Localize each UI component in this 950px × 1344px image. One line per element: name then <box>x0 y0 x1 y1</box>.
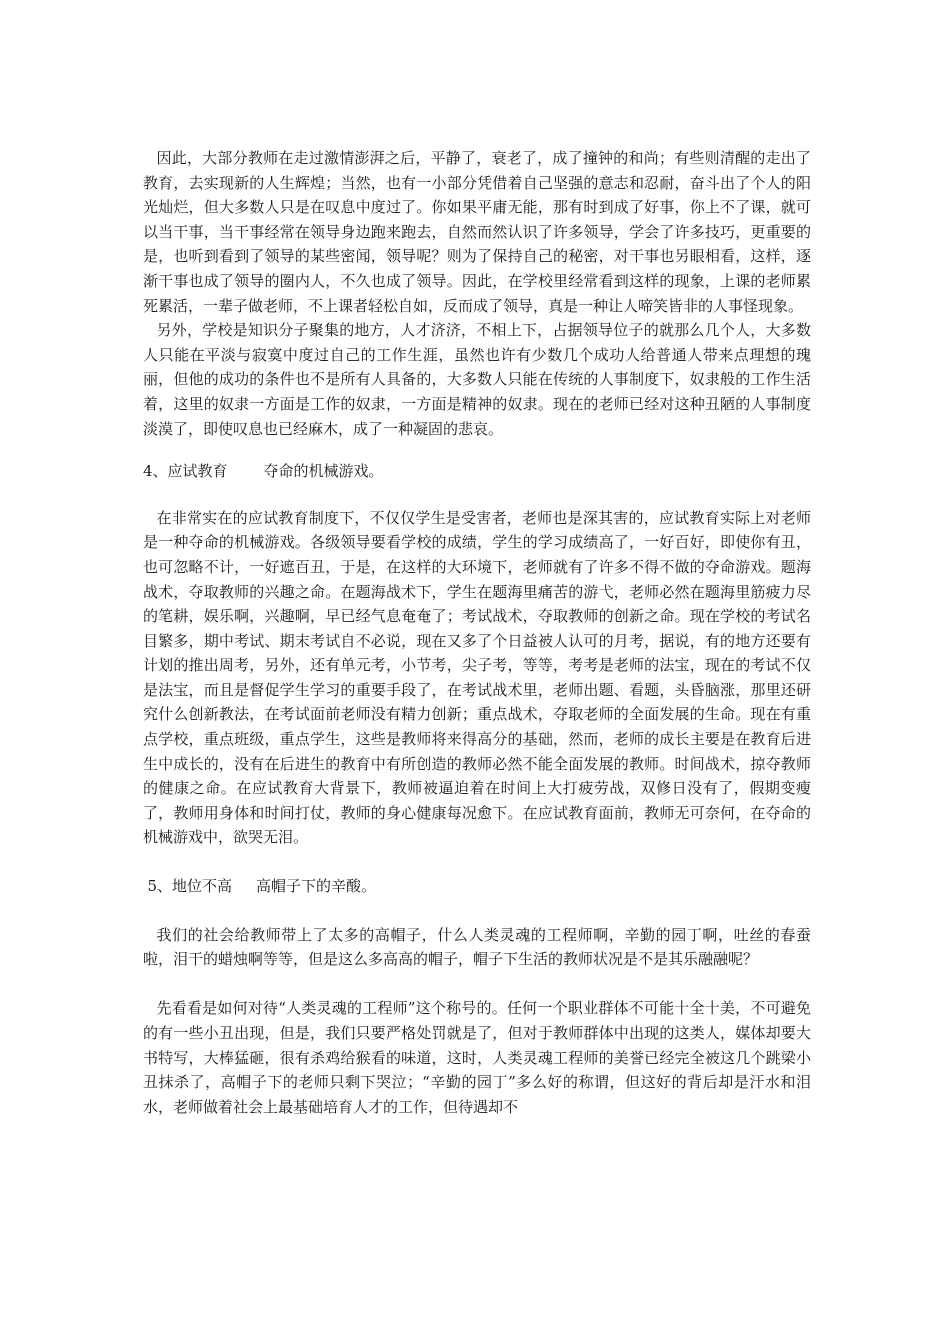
paragraph-section3-2: 另外，学校是知识分子聚集的地方，人才济济，不相上下，占据领导位子的就那么几个人，大多数人只能在平淡与寂寞中度过自己的工作生涯，虽然也许有少数几个成功人给普通人带来点理想的瑰丽，但他的成功的条件也不是所有人具备的，大多数人只能在传统的人事制度下，奴隶般的工作生活着，这里的奴隶一方面是工作的奴隶，一方面是精神的奴隶。现在的老师已经对这种丑陋的人事制度淡漠了，即使叹息也已经麻木，成了一种凝固的悲哀。 <box>143 321 811 438</box>
section-heading-4 <box>143 459 811 484</box>
section-heading-4-left: 4、应试教育 <box>143 462 228 481</box>
paragraph-section5-2: 先看看是如何对待“人类灵魂的工程师”这个称号的。任何一个职业群体不可能十全十美，不可避免的有一些小丑出现，但是，我们只要严格处罚就是了，但对于教师群体中出现的这类人，媒体却要大书特写，大棒猛砸，很有杀鸡给猴看的味道，这时，人类灵魂工程师的美誉已经完全被这几个跳梁小丑抹杀了，高帽子下的老师只剩下哭泣；“辛勤的园丁”多么好的称谓，但这好的背后却是汗水和泪水，老师做着社会上最基础培育人才的工作，但待遇却不 <box>143 999 811 1116</box>
paragraph-section3-1: 因此，大部分教师在走过激情澎湃之后，平静了，衰老了，成了撞钟的和尚；有些则清醒的走出了教育，去实现新的人生辉煌；当然，也有一小部分凭借着自己坚强的意志和忍耐，奋斗出了个人的阳光灿烂，但大多数人只是在叹息中度过了。你如果平庸无能，那有时到成了好事，你上不了课，就可以当干事，当干事经常在领导身边跑来跑去，自然而然认识了许多领导，学会了许多技巧，更重要的是，也听到看到了领导的某些密闻，领导呢？则为了保持自己的秘密，对干事也另眼相看，这样，逐渐干事也成了领导的圈内人，不久也成了领导。因此，在学校里经常看到这样的现象，上课的老师累死累活，一辈子做老师，不上课者轻松自如，反而成了领导，真是一种让人啼笑皆非的人事怪现象。 <box>143 149 811 315</box>
paragraph-section5-1: 我们的社会给教师带上了太多的高帽子，什么人类灵魂的工程师啊，辛勤的园丁啊，吐丝的春蚕啦，泪干的蜡烛啊等等，但是这么多高高的帽子，帽子下生活的教师状况是不是其乐融融呢？ <box>143 925 811 969</box>
paragraph-section4: 在非常实在的应试教育制度下，不仅仅学生是受害者，老师也是深其害的，应试教育实际上对老师是一种夺命的机械游戏。各级领导要看学校的成绩，学生的学习成绩高了，一好百好，即使你有丑，也可忽略不计，一好遮百丑，于是，在这样的大环境下，老师就有了许多不得不做的夺命游戏。题海战术，夺取教师的兴趣之命。在题海战术下，学生在题海里痛苦的游弋，老师必然在题海里筋疲力尽的笔耕，娱乐啊，兴趣啊，早已经气息奄奄了；考试战术，夺取教师的创新之命。现在学校的考试名目繁多，期中考试、期末考试自不必说，现在又多了个日益被人认可的月考，据说，有的地方还要有计划的推出周考，另外，还有单元考，小节考，尖子考，等等，考考是老师的法宝，现在的考试不仅是法宝，而且是督促学生学习的重要手段了，在考试战术里，老师出题、看题，头昏脑涨，那里还研究什么创新教法，在考试面前老师没有精力创新；重点战术，夺取老师的全面发展的生命。现在有重点学校，重点班级，重点学生，这些是教师将来得高分的基础，然而，老师的成长主要是在教育后进生中成长的，没有在后进生的教育中有所创造的教师必然不能全面发展的教师。时间战术，掠夺教师的健康之命。在应试教育大背景下，教师被逼迫着在时间上大打疲劳战，双修日没有了，假期变瘦了，教师用身体和时间打仗，教师的身心健康每况愈下。在应试教育面前，教师无可奈何，在夺命的机械游戏中，欲哭无泪。 <box>143 508 811 847</box>
document-body <box>143 146 811 1119</box>
section-heading-4-right: 夺命的机械游戏。 <box>263 462 384 481</box>
section-heading-5-left: 5、地位不高 <box>147 877 233 896</box>
section-heading-5-right: 高帽子下的辛酸。 <box>256 877 377 896</box>
section-heading-5 <box>143 874 811 899</box>
